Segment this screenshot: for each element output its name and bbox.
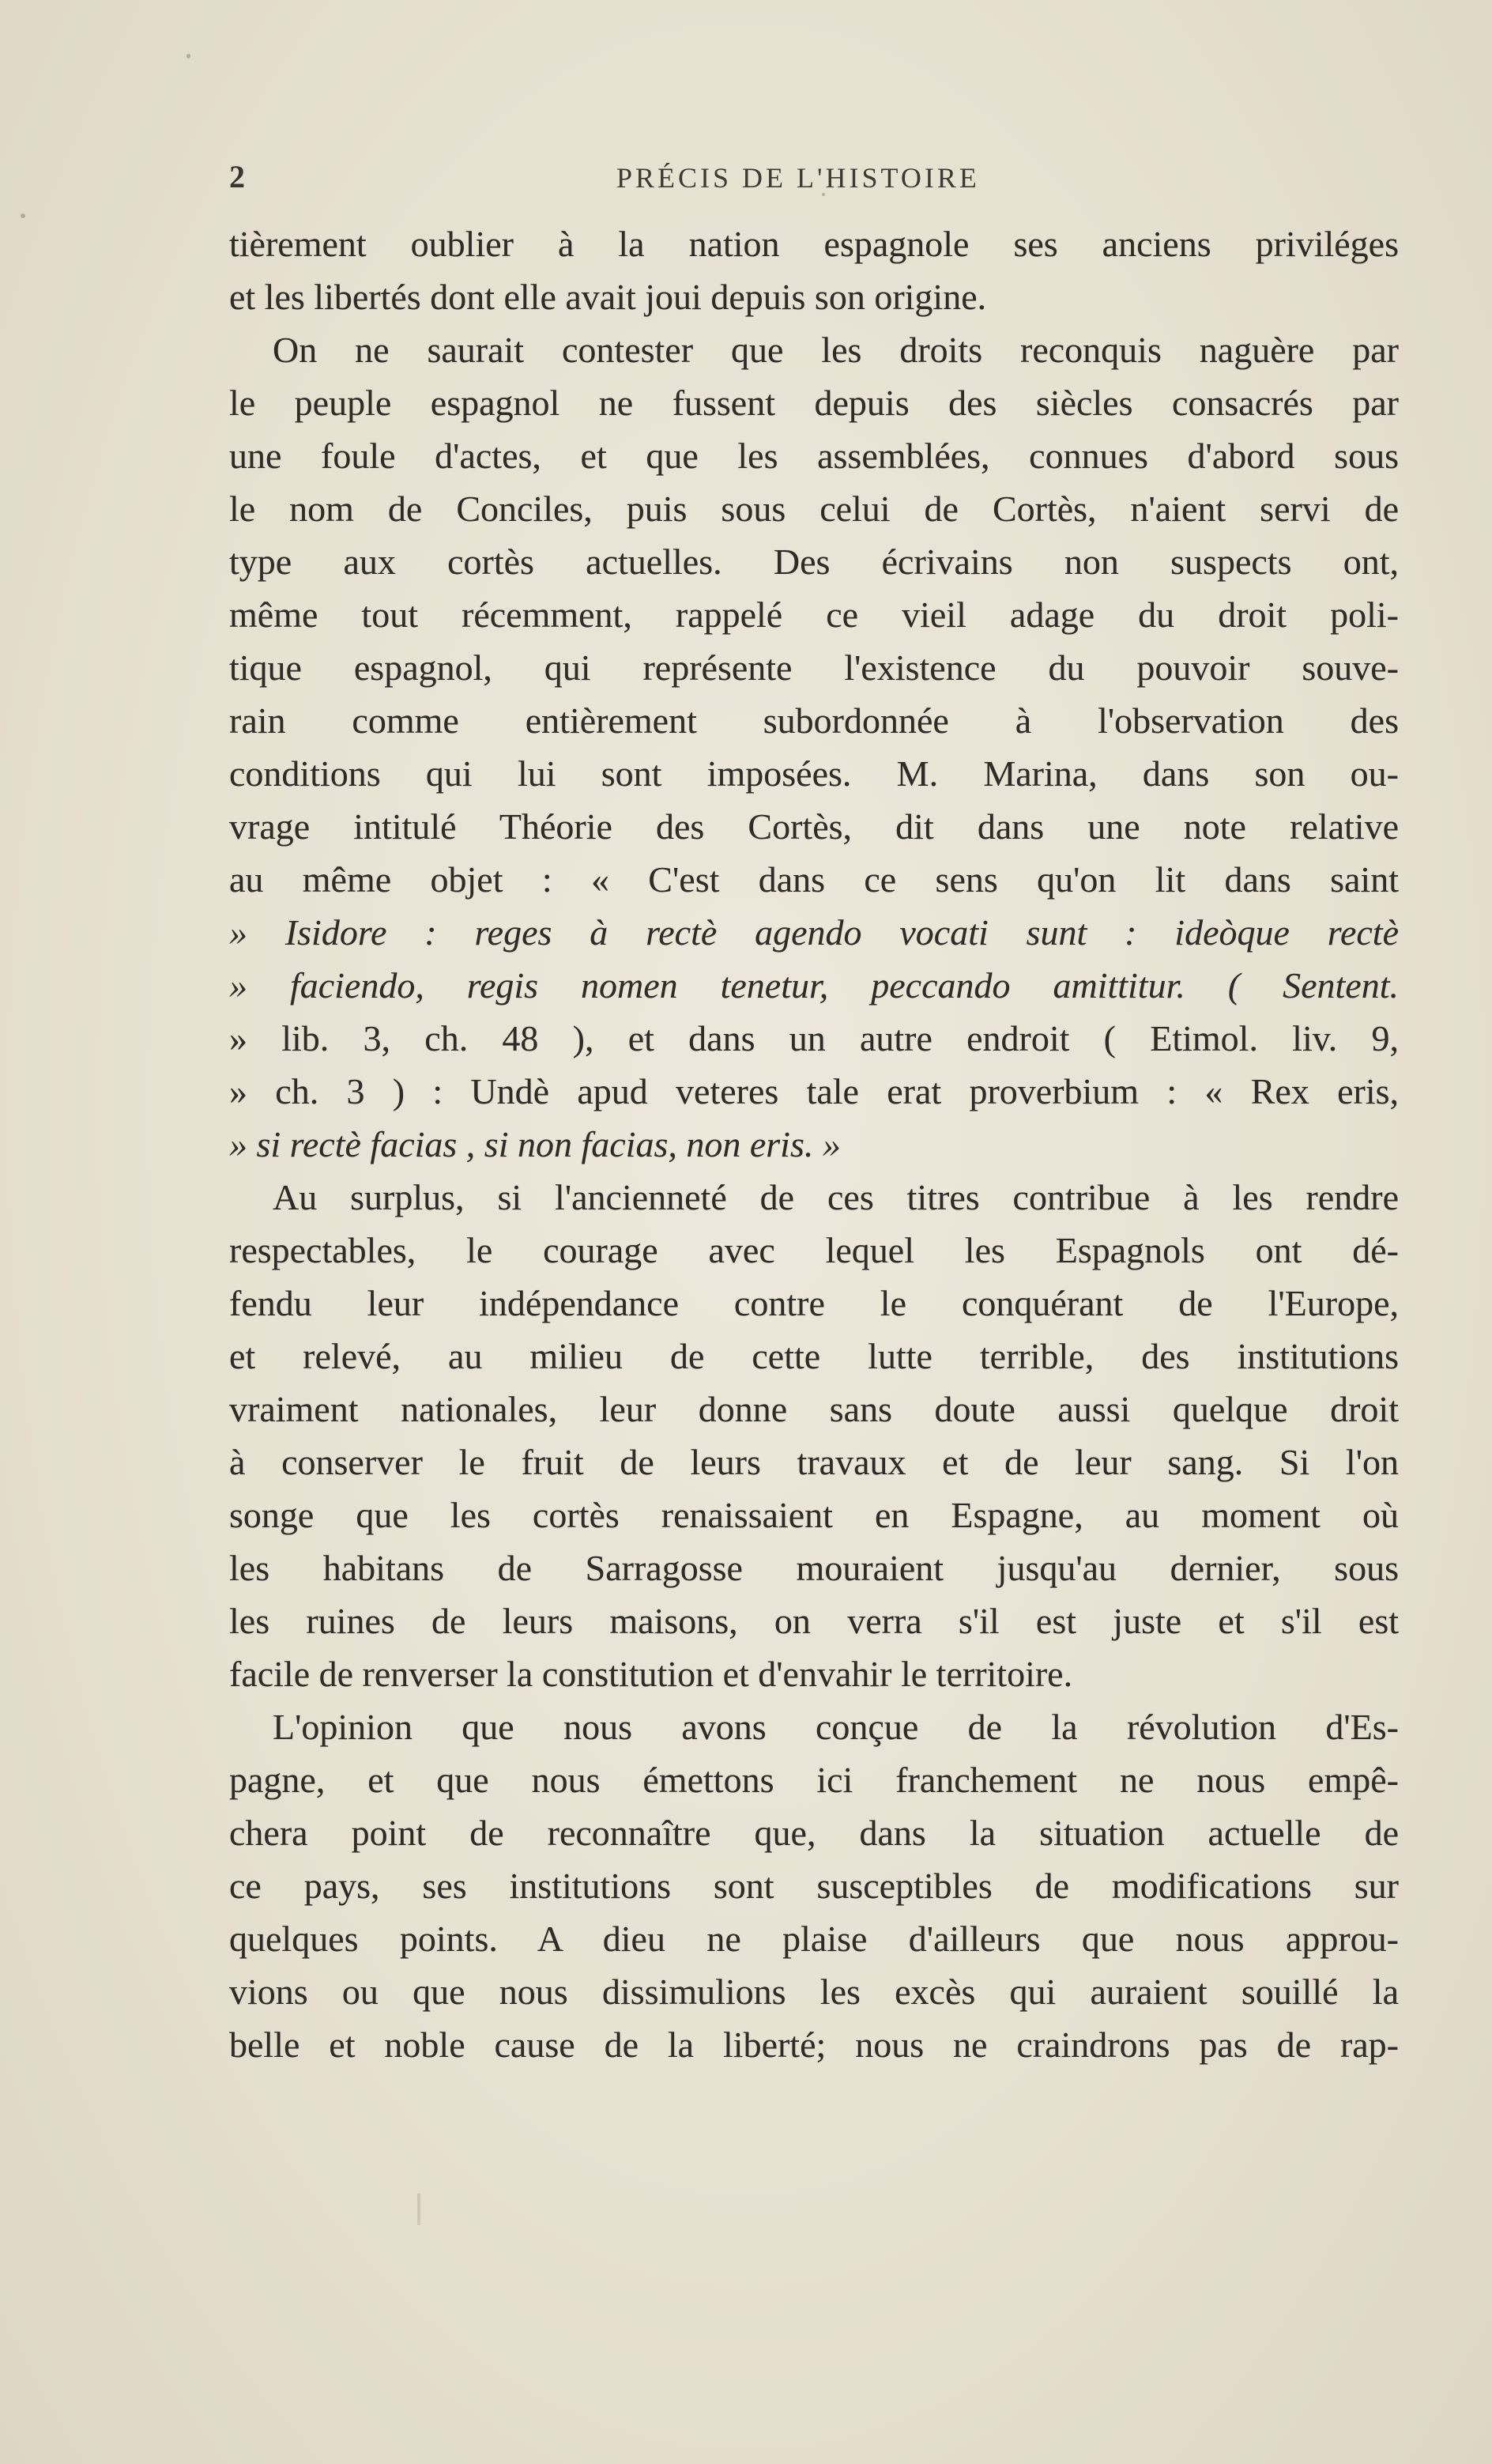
text-line: conditions qui lui sont imposées. M. Marina, dans son ou- [229, 753, 1399, 794]
text-line: songe que les cortès renaissaient en Espagne, au moment où [229, 1495, 1399, 1535]
text-line: L'opinion que nous avons conçue de la révolution d'Es- [273, 1707, 1399, 1747]
text-line: Au surplus, si l'ancienneté de ces titres contribue à les rendre [273, 1177, 1399, 1217]
text-line: tièrement oublier à la nation espagnole ses anciens priviléges [229, 224, 1399, 264]
text-line: les ruines de leurs maisons, on verra s'il est juste et s'il est [229, 1601, 1399, 1641]
text-line: On ne saurait contester que les droits reconquis naguère par [273, 330, 1399, 370]
running-title: PRÉCIS DE L'HISTOIRE [616, 162, 980, 194]
text-line: le nom de Conciles, puis sous celui de Cortès, n'aient servi de [229, 489, 1399, 529]
text-line: facile de renverser la constitution et d'envahir le territoire. [229, 1654, 1073, 1694]
text-line: et les libertés dont elle avait joui depuis son origine. [229, 277, 987, 317]
text-line: tique espagnol, qui représente l'existence du pouvoir souve- [229, 647, 1399, 688]
text-line: » si rectè facias , si non facias, non eris. » [229, 1124, 841, 1164]
text-line: les habitans de Sarragosse mouraient jusqu'au dernier, sous [229, 1548, 1399, 1588]
text-line: chera point de reconnaître que, dans la situation actuelle de [229, 1813, 1399, 1853]
paper-speck [186, 54, 190, 58]
text-line: type aux cortès actuelles. Des écrivains non suspects ont, [229, 541, 1399, 582]
text-line: quelques points. A dieu ne plaise d'ailleurs que nous approu- [229, 1919, 1399, 1959]
page-header [229, 158, 1391, 206]
text-line: pagne, et que nous émettons ici franchement ne nous empê- [229, 1760, 1399, 1800]
text-line: » Isidore : reges à rectè agendo vocati sunt : ideòque rectè [229, 912, 1399, 953]
text-line: » faciendo, regis nomen tenetur, peccando amittitur. ( Sentent. [229, 965, 1399, 1006]
text-line: et relevé, au milieu de cette lutte terrible, des institutions [229, 1336, 1399, 1376]
text-line: fendu leur indépendance contre le conquérant de l'Europe, [229, 1283, 1399, 1323]
text-line: belle et noble cause de la liberté; nous ne craindrons pas de rap- [229, 2024, 1399, 2065]
text-line: au même objet : « C'est dans ce sens qu'on lit dans saint [229, 859, 1399, 900]
faint-mark [417, 2194, 420, 2225]
text-line: même tout récemment, rappelé ce vieil adage du droit poli- [229, 594, 1399, 635]
text-line: ce pays, ses institutions sont susceptibles de modifications sur [229, 1866, 1399, 1906]
text-line: une foule d'actes, et que les assemblées, connues d'abord sous [229, 436, 1399, 476]
text-line: » lib. 3, ch. 48 ), et dans un autre endroit ( Etimol. liv. 9, [229, 1018, 1399, 1058]
text-line: vions ou que nous dissimulions les excès qui auraient souillé la [229, 1972, 1399, 2012]
text-line: à conserver le fruit de leurs travaux et de leur sang. Si l'on [229, 1442, 1399, 1482]
text-line: vraiment nationales, leur donne sans doute aussi quelque droit [229, 1389, 1399, 1429]
text-line: respectables, le courage avec lequel les Espagnols ont dé- [229, 1230, 1399, 1270]
text-line: rain comme entièrement subordonnée à l'observation des [229, 700, 1399, 741]
page-number: 2 [229, 159, 245, 194]
body-text [229, 217, 1399, 2071]
text-line: le peuple espagnol ne fussent depuis des siècles consacrés par [229, 383, 1399, 423]
text-line: vrage intitulé Théorie des Cortès, dit dans une note relative [229, 806, 1399, 847]
paper-speck [21, 213, 25, 218]
text-line: » ch. 3 ) : Undè apud veteres tale erat proverbium : « Rex eris, [229, 1071, 1399, 1111]
